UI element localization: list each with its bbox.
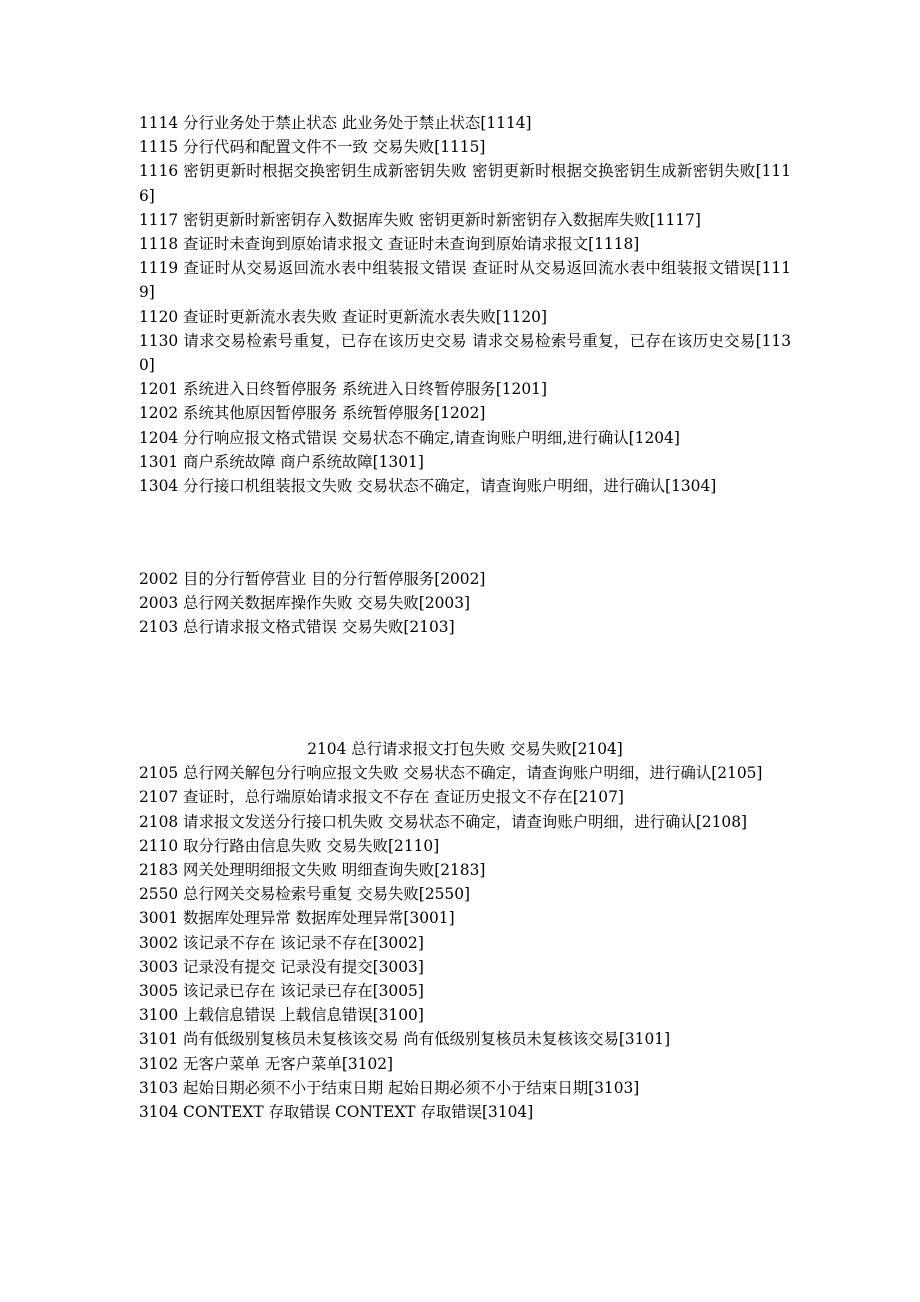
error-code-entry: 1304 分行接口机组装报文失败 交易状态不确定，请查询账户明细，进行确认[1304] (139, 477, 717, 496)
error-code-entry: 3001 数据库处理异常 数据库处理异常[3001] (139, 909, 455, 928)
error-code-entry: 1119 查证时从交易返回流水表中组装报文错误 查证时从交易返回流水表中组装报文错误[1119] (139, 259, 791, 302)
error-code-entry: 1201 系统进入日终暂停服务 系统进入日终暂停服务[1201] (139, 380, 547, 399)
error-code-entry: 3100 上载信息错误 上载信息错误[3100] (139, 1006, 424, 1025)
error-code-entry: 2108 请求报文发送分行接口机失败 交易状态不确定，请查询账户明细，进行确认[2108] (139, 812, 748, 831)
error-code-entry: 1117 密钥更新时新密钥存入数据库失败 密钥更新时新密钥存入数据库失败[1117] (139, 210, 701, 229)
error-code-entry: 2550 总行网关交易检索号重复 交易失败[2550] (139, 885, 470, 904)
error-code-entry: 1118 查证时未查询到原始请求报文 查证时未查询到原始请求报文[1118] (139, 235, 640, 254)
error-code-entry: 1130 请求交易检索号重复，已存在该历史交易 请求交易检索号重复，已存在该历史交易[1130] (139, 331, 791, 375)
error-code-entry: 1204 分行响应报文格式错误 交易状态不确定,请查询账户明细,进行确认[1204] (139, 428, 680, 447)
error-code-entry: 1115 分行代码和配置文件不一致 交易失败[1115] (139, 138, 486, 157)
error-code-entry: 1116 密钥更新时根据交换密钥生成新密钥失败 密钥更新时根据交换密钥生成新密钥失败[1116] (139, 162, 791, 205)
centered-error-code-entry: 2104 总行请求报文打包失败 交易失败[2104] (307, 740, 623, 758)
error-code-entry: 3103 起始日期必须不小于结束日期 起始日期必须不小于结束日期[3103] (139, 1078, 640, 1097)
error-code-entry: 1114 分行业务处于禁止状态 此业务处于禁止状态[1114] (139, 114, 532, 132)
error-code-entry: 2105 总行网关解包分行响应报文失败 交易状态不确定，请查询账户明细，进行确认[2105] (139, 764, 763, 783)
error-code-entry: 1120 查证时更新流水表失败 查证时更新流水表失败[1120] (139, 307, 547, 326)
error-code-entry: 3003 记录没有提交 记录没有提交[3003] (139, 957, 424, 976)
error-code-entry: 2002 目的分行暂停营业 目的分行暂停服务[2002] (139, 570, 486, 588)
error-code-entry: 2103 总行请求报文格式错误 交易失败[2103] (139, 618, 455, 637)
error-code-entry: 2003 总行网关数据库操作失败 交易失败[2003] (139, 594, 470, 613)
error-code-entry: 1301 商户系统故障 商户系统故障[1301] (139, 452, 424, 471)
error-code-entry: 1202 系统其他原因暂停服务 系统暂停服务[1202] (139, 404, 486, 423)
error-code-entry: 2183 网关处理明细报文失败 明细查询失败[2183] (139, 861, 486, 880)
error-code-list-1 (139, 111, 791, 498)
error-code-list-2 (139, 567, 791, 640)
error-code-entry: 3102 无客户菜单 无客户菜单[3102] (139, 1054, 394, 1073)
error-code-entry: 3101 尚有低级别复核员未复核该交易 尚有低级别复核员未复核该交易[3101] (139, 1030, 671, 1049)
error-code-entry: 3005 该记录已存在 该记录已存在[3005] (139, 982, 424, 1001)
error-code-entry: 3104 CONTEXT 存取错误 CONTEXT 存取错误[3104] (139, 1103, 534, 1122)
error-code-entry: 2110 取分行路由信息失败 交易失败[2110] (139, 836, 440, 855)
error-code-list-3 (139, 737, 791, 1124)
error-code-entry: 3002 该记录不存在 该记录不存在[3002] (139, 933, 424, 952)
error-code-entry: 2107 查证时，总行端原始请求报文不存在 查证历史报文不存在[2107] (139, 788, 624, 807)
